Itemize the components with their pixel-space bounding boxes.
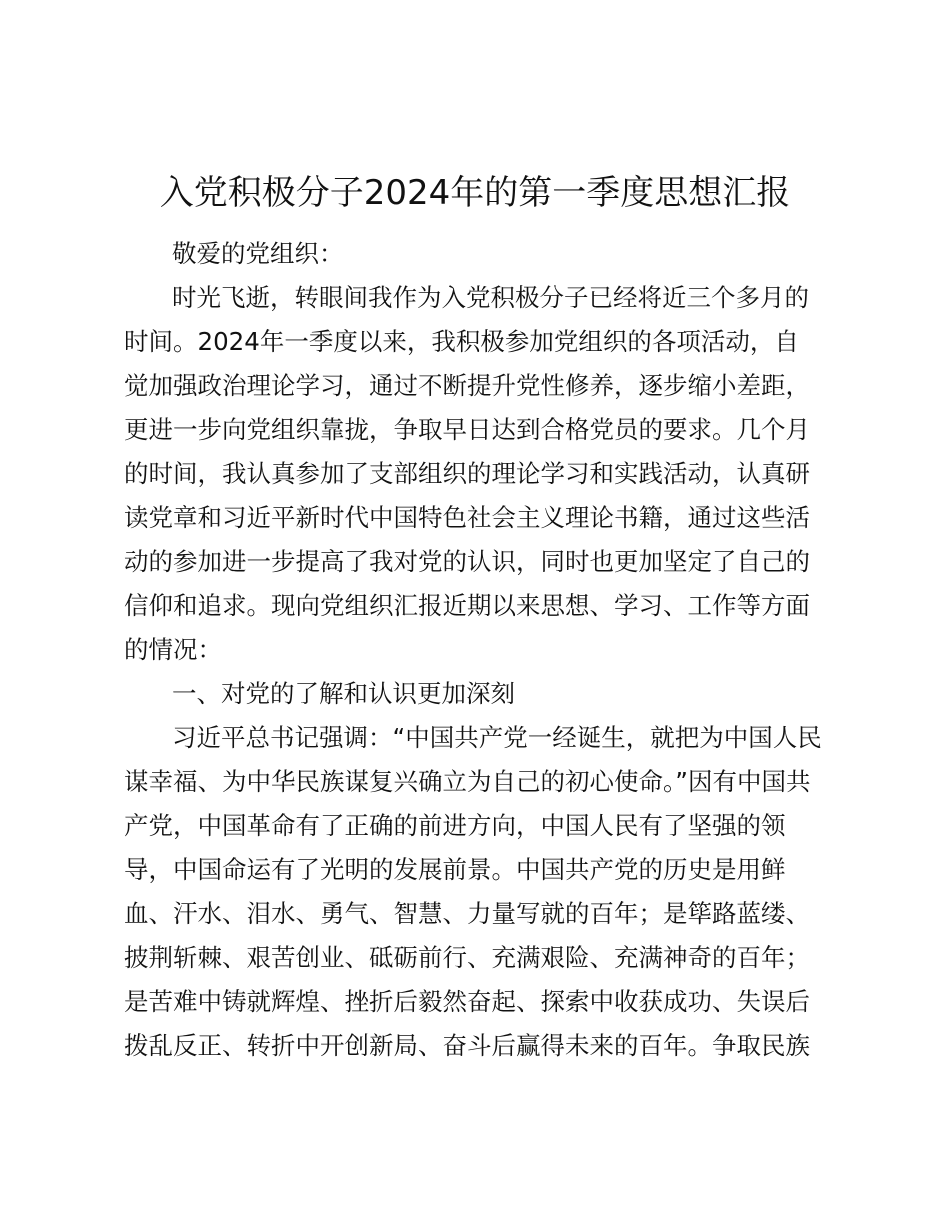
paragraph-line: 披荆斩棘、艰苦创业、砥砺前行、充满艰险、充满神奇的百年； (124, 943, 810, 972)
paragraph-line: 动的参加进一步提高了我对党的认识，同时也更加坚定了自己的 (124, 547, 810, 576)
section-heading: 一、对党的了解和认识更加深刻 (172, 679, 515, 708)
paragraph-line: 更进一步向党组织靠拢，争取早日达到合格党员的要求。几个月 (124, 415, 810, 444)
salutation: 敬爱的党组织： (172, 239, 344, 268)
paragraph-line: 拨乱反正、转折中开创新局、奋斗后赢得未来的百年。争取民族 (124, 1031, 810, 1060)
document-title: 入党积极分子2024年的第一季度思想汇报 (159, 173, 791, 213)
paragraph-line: 产党，中国革命有了正确的前进方向，中国人民有了坚强的领 (124, 811, 786, 840)
paragraph-line: 时光飞逝，转眼间我作为入党积极分子已经将近三个多月的 (172, 283, 809, 312)
paragraph-line: 时间。2024年一季度以来，我积极参加党组织的各项活动，自 (124, 327, 799, 356)
paragraph-line: 的情况： (124, 635, 222, 664)
paragraph-line: 觉加强政治理论学习，通过不断提升党性修养，逐步缩小差距， (124, 371, 810, 400)
paragraph-line: 导，中国命运有了光明的发展前景。中国共产党的历史是用鲜 (124, 855, 786, 884)
paragraph-line: 谋幸福、为中华民族谋复兴确立为自己的初心使命。”因有中国共 (124, 767, 811, 796)
paragraph-line: 习近平总书记强调：“中国共产党一经诞生，就把为中国人民 (172, 723, 822, 752)
paragraph-line: 是苦难中铸就辉煌、挫折后毅然奋起、探索中收获成功、失误后 (124, 987, 810, 1016)
paragraph-line: 的时间，我认真参加了支部组织的理论学习和实践活动，认真研 (124, 459, 810, 488)
paragraph-line: 读党章和习近平新时代中国特色社会主义理论书籍，通过这些活 (124, 503, 810, 532)
paragraph-line: 信仰和追求。现向党组织汇报近期以来思想、学习、工作等方面 (124, 591, 810, 620)
paragraph-line: 血、汗水、泪水、勇气、智慧、力量写就的百年；是筚路蓝缕、 (124, 899, 810, 928)
